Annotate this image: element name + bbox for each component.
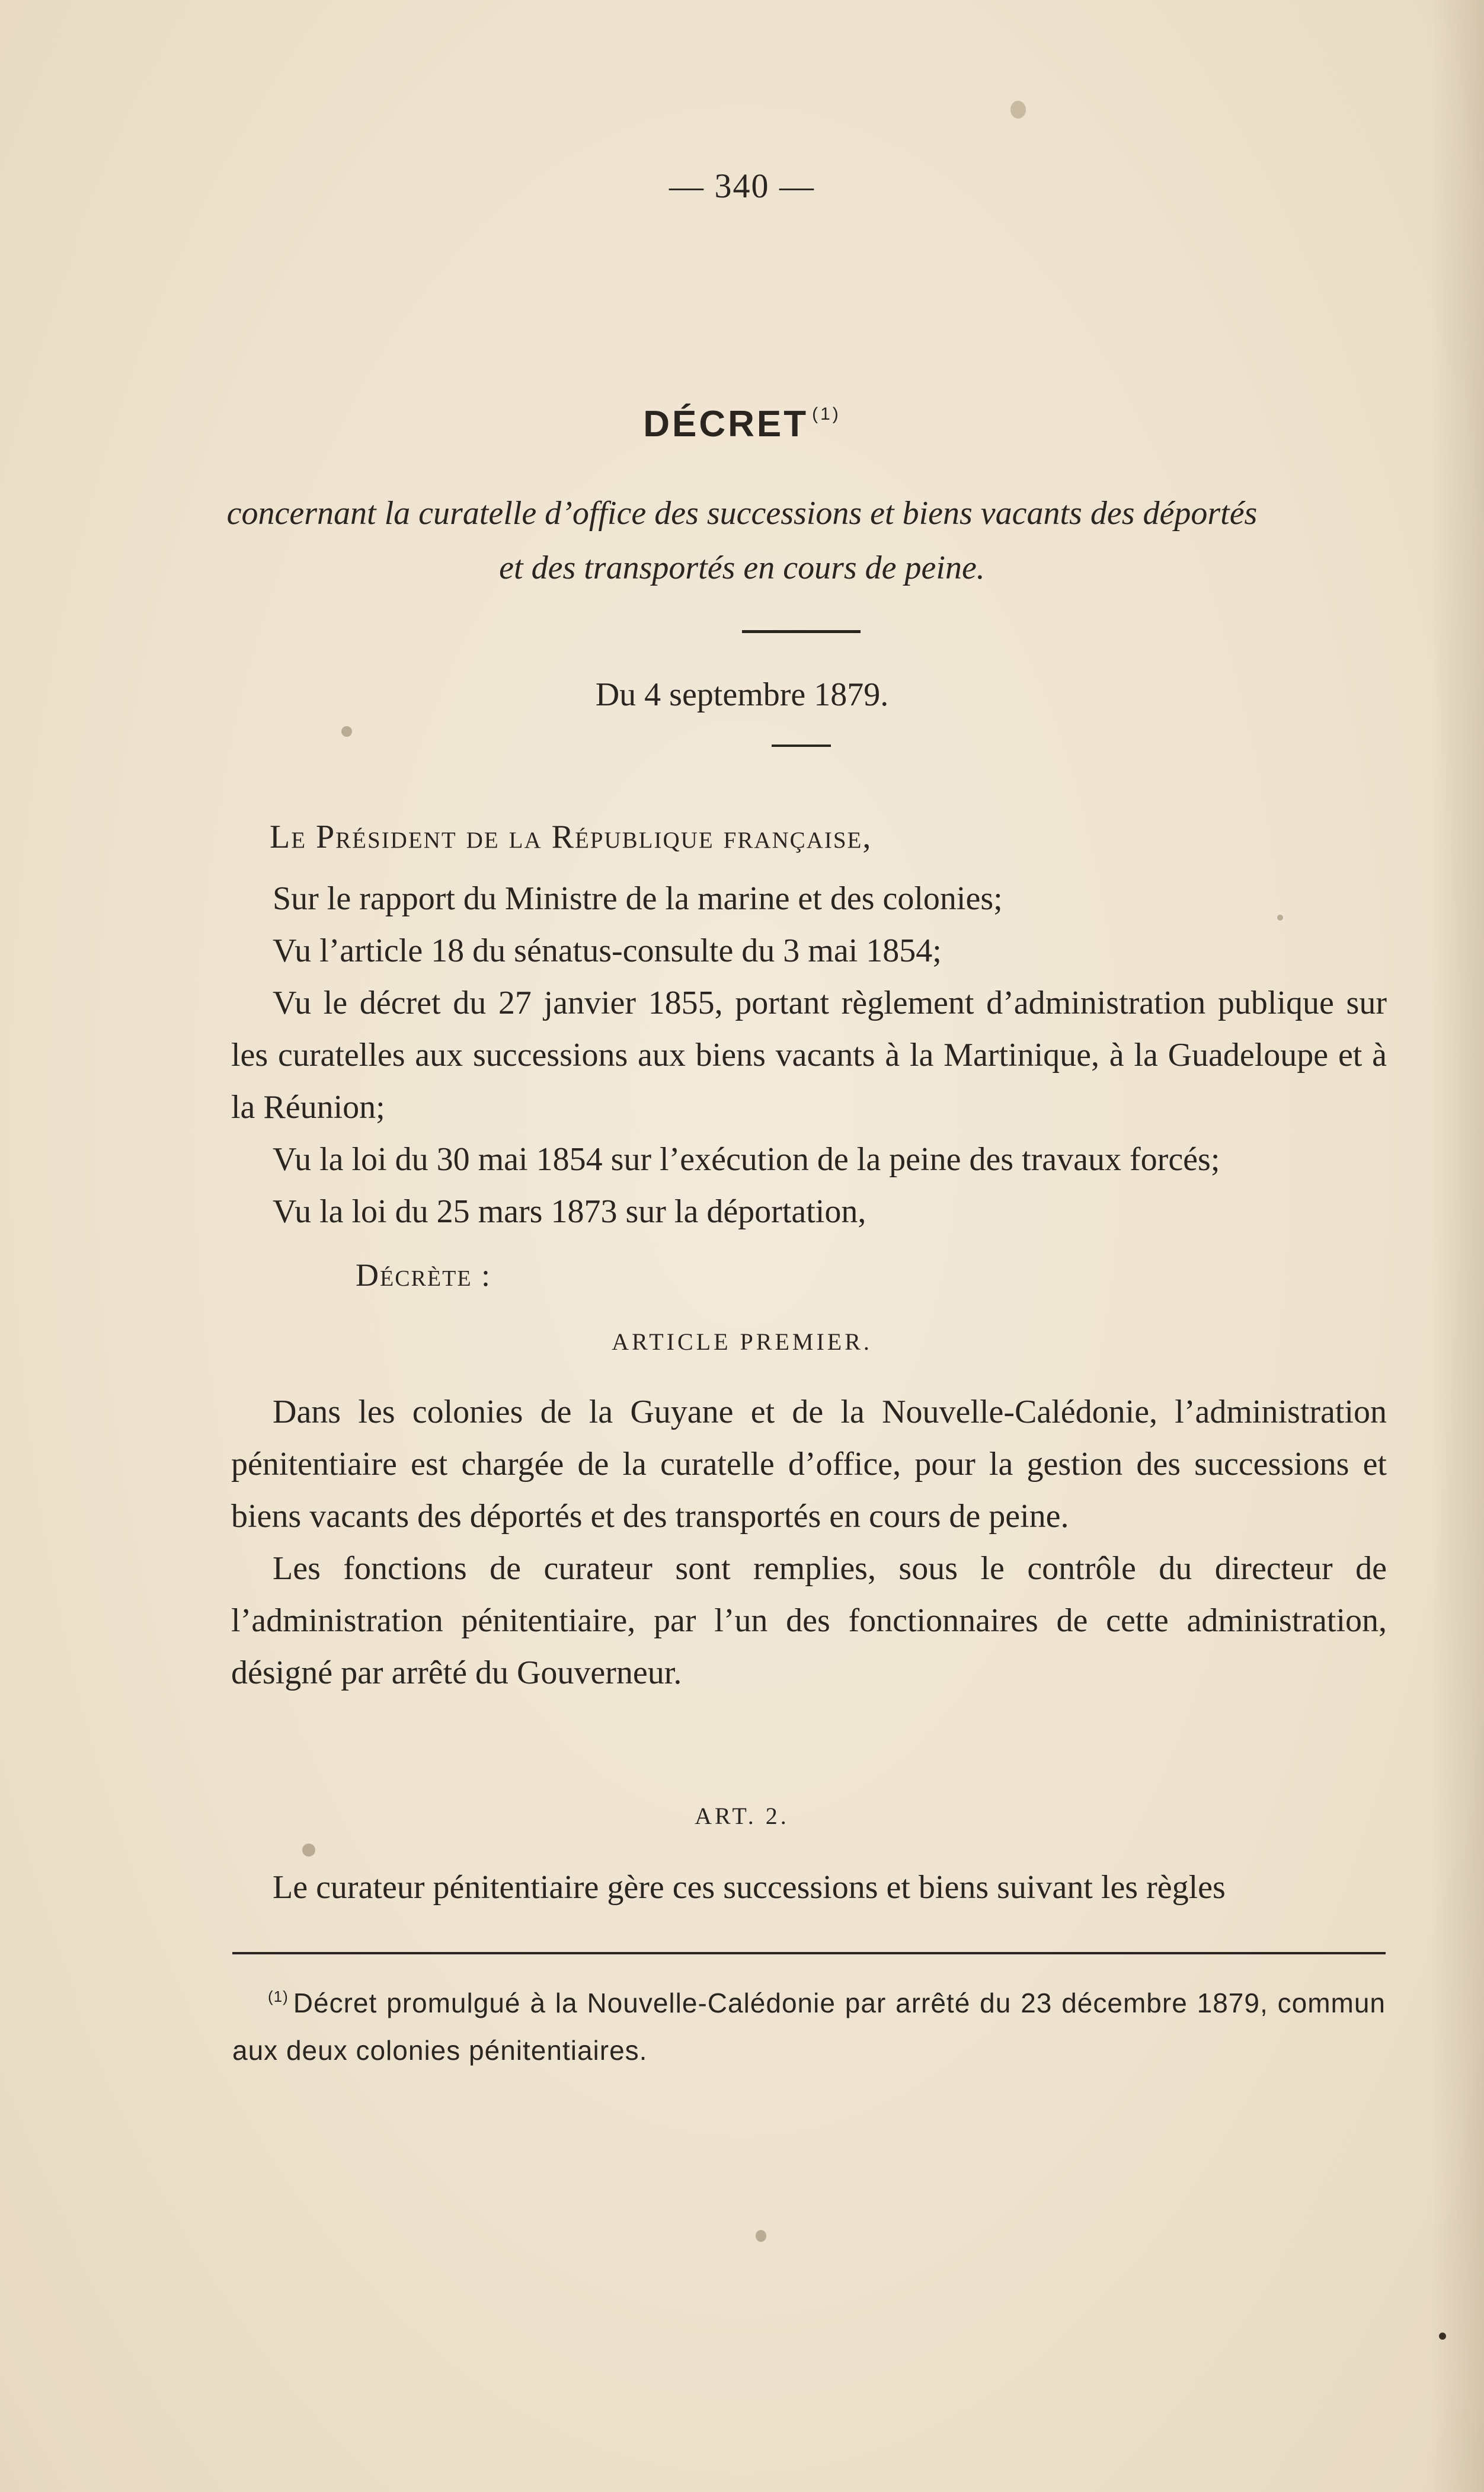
preamble-line: Vu l’article 18 du sénatus-consulte du 3 mai 1854; xyxy=(273,932,942,969)
preamble-line: Vu le décret du 27 janvier 1855, portant règlement d’administration publique sur les curatelles aux successions aux biens vacants à la Martinique, à la Guadeloupe et à la Réunion; xyxy=(231,985,1387,1126)
article-1-paragraph: Les fonctions de curateur sont remplies, sous le contrôle du directeur de l’administration pénitentiaire, par l’un des fonctionnaires de cette administration, désigné par arrêté du Gouverneur. xyxy=(231,1550,1387,1691)
article-2-heading: ART. 2. xyxy=(695,1803,789,1829)
preamble-line: Sur le rapport du Ministre de la marine et des colonies; xyxy=(273,880,1003,917)
preamble xyxy=(231,873,1387,1238)
footnote-marker: (1) xyxy=(268,1988,289,2005)
paper-speck xyxy=(341,726,352,737)
subtitle-line-1: concernant la curatelle d’office des successions et biens vacants des déportés xyxy=(226,495,1258,532)
footnote-text: Décret promulgué à la Nouvelle-Calédonie par arrêté du 23 décembre 1879, commun aux deux colonies pénitentiaires. xyxy=(232,1988,1386,2066)
paper-speck xyxy=(756,2230,766,2242)
footnote-paragraph xyxy=(232,1973,1386,2074)
title-text: DÉCRET xyxy=(643,404,809,445)
article-2-body xyxy=(231,1861,1387,1913)
president-heading: Le Président de la République française, xyxy=(270,819,872,855)
date-divider xyxy=(772,745,831,747)
subtitle-line-2: et des transportés en cours de peine. xyxy=(499,549,985,586)
page-edge-shadow xyxy=(1431,0,1484,2492)
page-number: — 340 — xyxy=(669,167,815,205)
paper-speck xyxy=(302,1844,315,1857)
paper-speck xyxy=(1439,2333,1446,2340)
paper-speck xyxy=(1010,101,1026,119)
title-footnote-ref: (1) xyxy=(812,404,841,424)
footnote-divider xyxy=(232,1952,1386,1954)
article-1-body xyxy=(231,1386,1387,1699)
article-2-paragraph: Le curateur pénitentiaire gère ces successions et biens suivant les règles xyxy=(273,1869,1226,1906)
article-1-paragraph: Dans les colonies de la Guyane et de la Nouvelle-Calédonie, l’administration pénitentiaire est chargée de la curatelle d’office, pour la gestion des successions et biens vacants des déportés et des transportés en cours de peine. xyxy=(231,1394,1387,1535)
preamble-line: Vu la loi du 25 mars 1873 sur la déportation, xyxy=(273,1193,866,1230)
subtitle xyxy=(0,486,1484,595)
footnote xyxy=(232,1973,1386,2074)
decree-date: Du 4 septembre 1879. xyxy=(595,676,889,713)
page-title xyxy=(0,403,1484,445)
preamble-line: Vu la loi du 30 mai 1854 sur l’exécution de la peine des travaux forcés; xyxy=(273,1141,1220,1178)
decrete-heading: Décrète : xyxy=(356,1257,492,1293)
article-1-heading: ARTICLE PREMIER. xyxy=(612,1328,872,1355)
title-divider xyxy=(742,630,861,633)
